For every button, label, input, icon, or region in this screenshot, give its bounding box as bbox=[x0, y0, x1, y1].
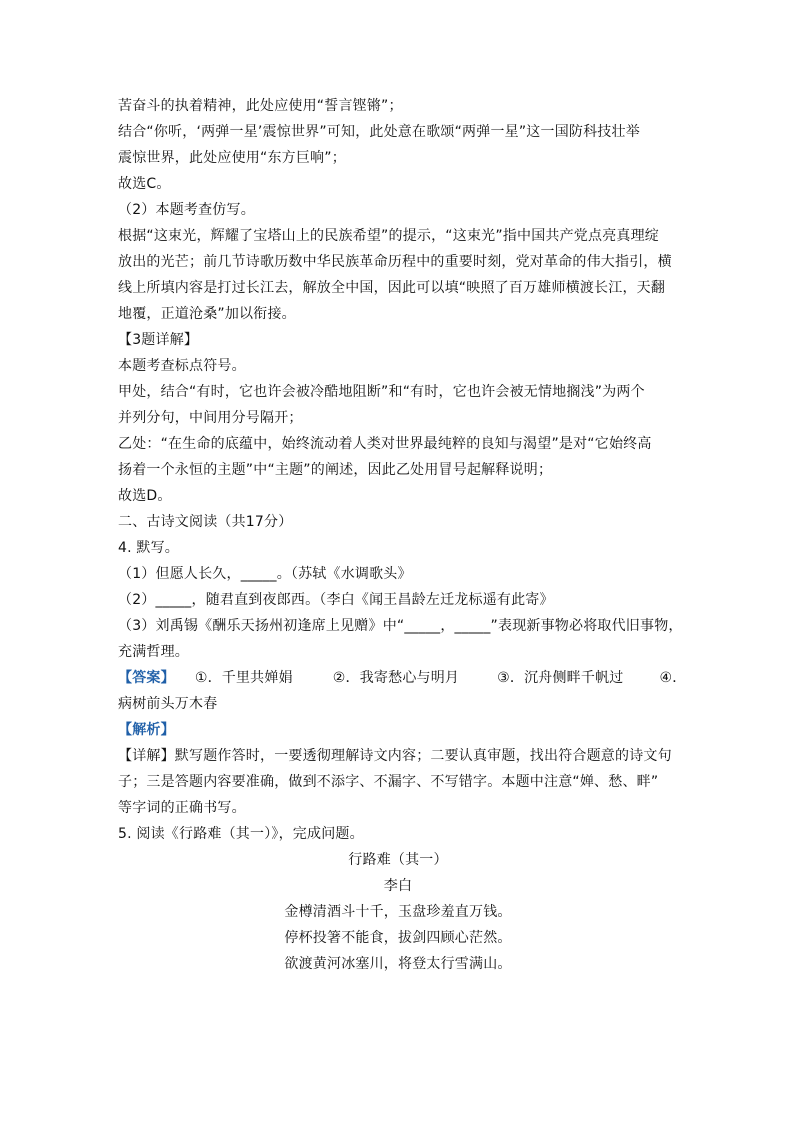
answer-item: ④． bbox=[659, 670, 687, 686]
answer-row bbox=[118, 665, 687, 691]
text-line: 并列分句，中间用分号隔开； bbox=[118, 410, 303, 426]
question-title: 4. 默写。 bbox=[118, 540, 180, 556]
poem-line: 欲渡黄河冰塞川，将登太行雪满山。 bbox=[284, 956, 512, 972]
text-line: 充满哲理。 bbox=[118, 644, 189, 660]
analysis-line: 等字词的正确书写。 bbox=[118, 800, 246, 816]
text-line: 故选C。 bbox=[118, 176, 171, 192]
text-line: 本题考查标点符号。 bbox=[118, 358, 246, 374]
poem-block bbox=[118, 847, 678, 977]
document-content bbox=[118, 93, 687, 977]
text-line: 结合“你听，‘两弹一星’震惊世界”可知，此处意在歌颂“两弹一星”这一国防科技壮举 bbox=[118, 124, 640, 140]
answer-item: ②．我寄愁心与明月 bbox=[332, 670, 460, 686]
text-line: 线上所填内容是打过长江去，解放全中国，因此可以填“映照了百万雄师横渡长江，天翻 bbox=[118, 280, 666, 296]
text-line: 放出的光芒；前几节诗歌历数中华民族革命历程中的重要时刻，党对革命的伟大指引，横 bbox=[118, 254, 672, 270]
text-line: 根据“这束光，辉耀了宝塔山上的民族希望”的提示，“这束光”指中国共产党点亮真理绽 bbox=[118, 228, 660, 244]
answer-item: ③．沉舟侧畔千帆过 bbox=[497, 670, 624, 686]
answer-item: ①．千里共婵娟 bbox=[194, 670, 293, 686]
text-line: 故选D。 bbox=[118, 488, 172, 504]
answer-continuation: 病树前头万木春 bbox=[118, 696, 218, 712]
question-item: （2）_____，随君直到夜郎西。（李白《闻王昌龄左迁龙标遥有此寄》 bbox=[118, 592, 554, 608]
section-title: 二、古诗文阅读（共17分） bbox=[118, 514, 293, 530]
text-line: 扬着一个永恒的主题”中“主题”的阐述，因此乙处用冒号起解释说明； bbox=[118, 462, 553, 478]
section-heading: 【3题详解】 bbox=[118, 332, 199, 348]
analysis-line: 子；三是答题内容要准确，做到不添字、不漏字、不写错字。本题中注意“婵、愁、畔” bbox=[118, 774, 659, 790]
text-line: （2）本题考查仿写。 bbox=[118, 202, 255, 218]
answer-label: 【答案】 bbox=[118, 670, 175, 686]
poem-author: 李白 bbox=[383, 878, 413, 894]
text-line: 苦奋斗的执着精神，此处应使用“誓言铿锵”； bbox=[118, 98, 403, 114]
text-line: 甲处，结合“有时，它也许会被冷酷地阻断”和“有时，它也许会被无情地搁浅”为两个 bbox=[118, 384, 645, 400]
question-title: 5. 阅读《行路难（其一）》，完成问题。 bbox=[118, 826, 364, 842]
poem-title: 行路难（其一） bbox=[348, 852, 448, 868]
text-line: 震惊世界，此处应使用“东方巨响”； bbox=[118, 150, 346, 166]
text-line: 地覆，正道沧桑”加以衔接。 bbox=[118, 306, 296, 322]
text-line: 乙处：“在生命的底蕴中，始终流动着人类对世界最纯粹的良知与渴望”是对“它始终高 bbox=[118, 436, 652, 452]
poem-line: 金樽清酒斗十千，玉盘珍羞直万钱。 bbox=[284, 904, 512, 920]
analysis-line: 【详解】默写题作答时，一要透彻理解诗文内容；二要认真审题，找出符合题意的诗文句 bbox=[118, 748, 672, 764]
poem-line: 停杯投箸不能食，拔剑四顾心茫然。 bbox=[284, 930, 512, 946]
analysis-label: 【解析】 bbox=[118, 722, 175, 738]
question-item: （1）但愿人长久，_____。（苏轼《水调歌头》 bbox=[118, 566, 412, 582]
question-item: （3）刘禹锡《酬乐天扬州初逢席上见赠》中“_____，_____”表现新事物必将取代旧事物， bbox=[118, 618, 683, 634]
